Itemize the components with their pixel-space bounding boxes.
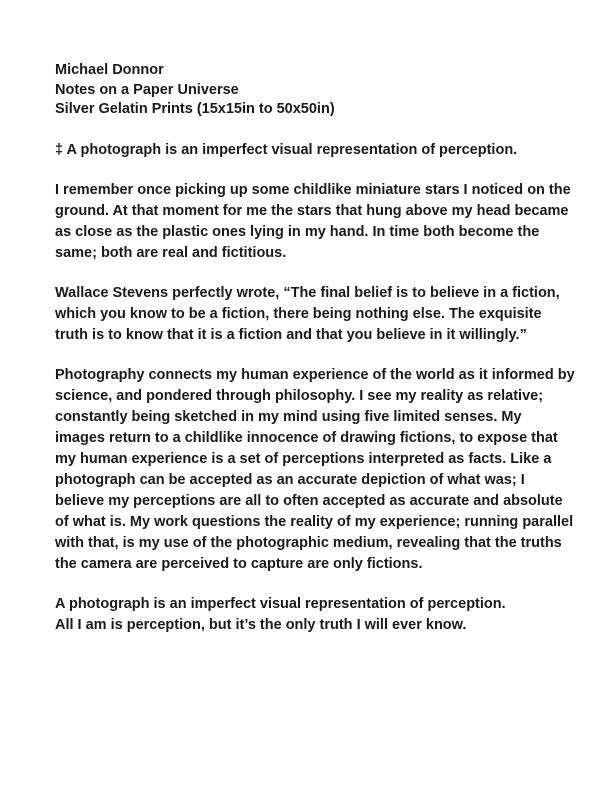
medium-description: Silver Gelatin Prints (15x15in to 50x50in) [55,101,335,117]
closing-block [55,594,575,636]
closing-line-2: All I am is perception, but it’s the only truth I will ever know. [55,616,467,633]
stars-paragraph: I remember once picking up some childlike miniature stars I noticed on the ground. At that moment for me the stars that hung above my head became as close as the plastic ones lying in my hand. In time both become the same; both are real and fictitious. [55,181,571,261]
statement-paragraph: Photography connects my human experience of the world as it informed by science, and pondered through philosophy. I see my reality as relative; constantly being sketched in my mind using five limited senses. My images return to a childlike innocence of drawing fictions, to expose that my human experience is a set of perceptions interpreted as facts. Like a photograph can be accepted as an accurate depiction of what was; I believe my perceptions are all to often accepted as accurate and absolute of what is. My work questions the reality of my experience; running parallel with that, is my use of the photographic medium, revealing that the truths the camera are perceived to capture are only fictions. [55,366,575,572]
stevens-quote-paragraph: Wallace Stevens perfectly wrote, “The final belief is to believe in a fiction, which you know to be a fiction, there being nothing else. The exquisite truth is to know that it is a fiction and that you believe in it willingly.” [55,284,560,343]
document-body [55,61,575,636]
epigraph-paragraph: ‡ A photograph is an imperfect visual representation of perception. [55,141,518,158]
artist-name: Michael Donnor [55,62,164,78]
closing-line-1: A photograph is an imperfect visual representation of perception. [55,595,506,612]
document-header [55,61,575,120]
series-title: Notes on a Paper Universe [55,81,239,98]
